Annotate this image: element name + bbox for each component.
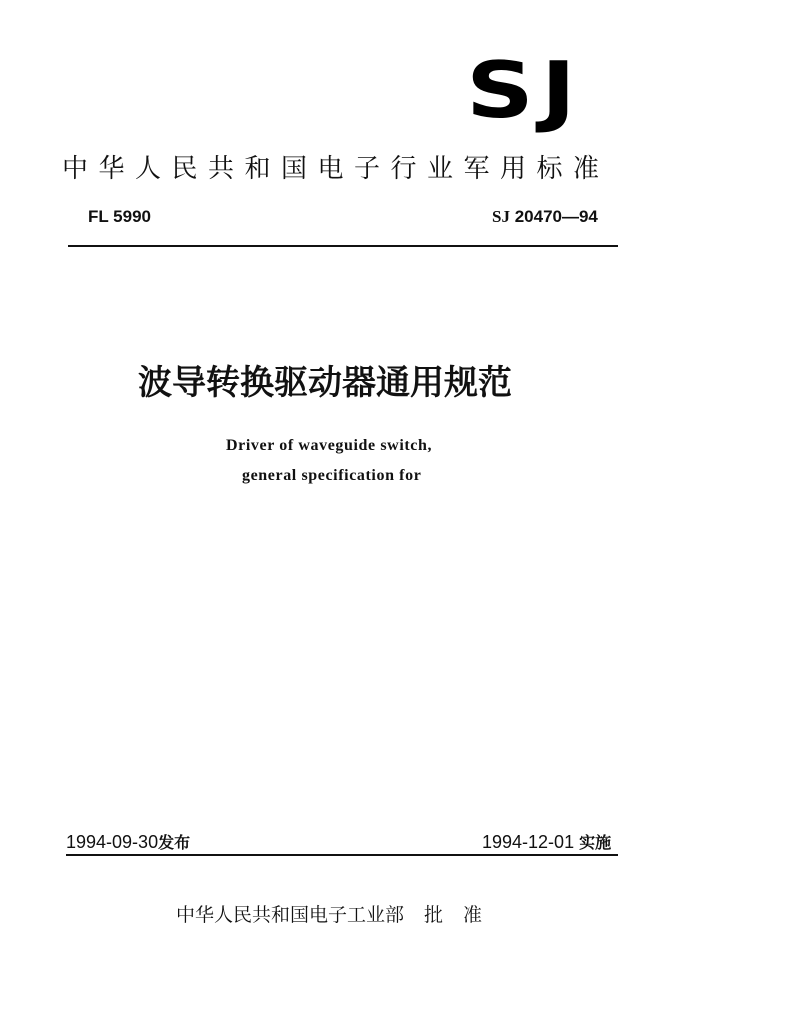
classification-code: FL 5990 <box>88 207 152 226</box>
footer-divider <box>66 854 618 856</box>
document-title-en-line1: Driver of waveguide switch, <box>226 437 433 454</box>
effective-label: 实施 <box>579 833 612 852</box>
issue-label: 发布 <box>158 833 191 852</box>
approver-line <box>176 902 502 928</box>
header-divider <box>68 245 618 247</box>
standard-number-prefix: SJ <box>492 207 510 226</box>
standard-number <box>492 206 598 228</box>
approver-name: 中华人民共和国电子工业部 <box>176 904 405 926</box>
approve-label: 批准 <box>424 904 503 926</box>
issue-date <box>66 830 190 855</box>
issue-date-value: 1994-09-30 <box>66 832 159 852</box>
effective-date-value: 1994-12-01 <box>482 832 575 852</box>
sj-logo: SJ <box>466 45 583 136</box>
document-title-cn: 波导转换驱动器通用规范 <box>138 363 512 403</box>
effective-date <box>482 830 611 855</box>
standard-category-title: 中华人民共和国电子行业军用标准 <box>62 154 610 184</box>
document-title-en-line2: general specification for <box>242 467 422 484</box>
standard-number-value: 20470—94 <box>514 207 598 226</box>
